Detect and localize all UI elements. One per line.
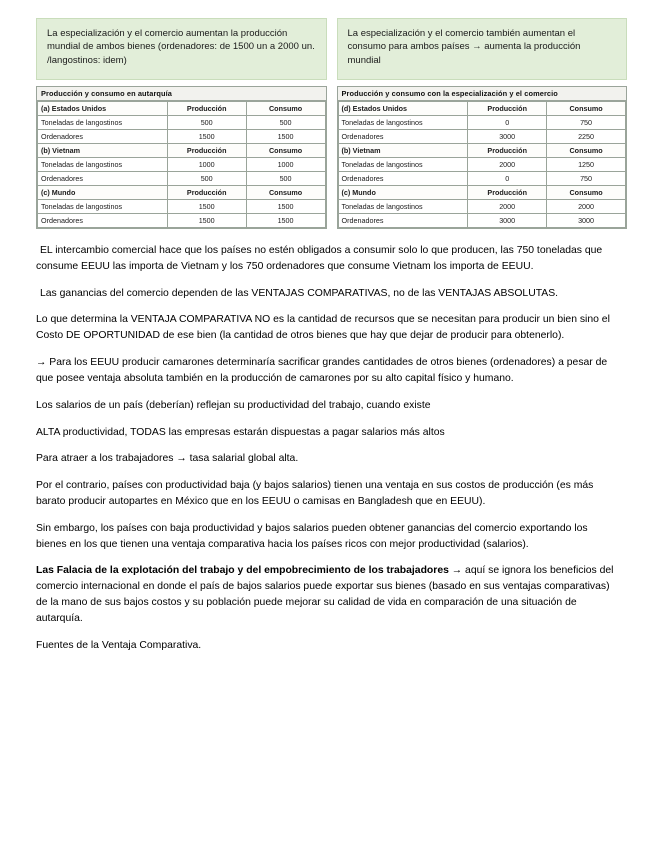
table-especializacion-grid — [338, 101, 627, 228]
row-label: Toneladas de langostinos — [338, 116, 468, 130]
table-row — [38, 102, 326, 116]
row-value: 2000 — [468, 200, 547, 214]
row-value: Consumo — [246, 186, 325, 200]
table-row — [338, 144, 626, 158]
row-label: (c) Mundo — [338, 186, 468, 200]
row-value: 2250 — [547, 130, 626, 144]
table-row — [38, 186, 326, 200]
row-value: Consumo — [547, 186, 626, 200]
row-value: 500 — [246, 116, 325, 130]
row-value: 500 — [167, 116, 246, 130]
row-value: 1250 — [547, 158, 626, 172]
table-autarquia-title: Producción y consumo en autarquía — [37, 87, 326, 101]
table-row — [38, 172, 326, 186]
row-label: Toneladas de langostinos — [38, 200, 168, 214]
table-row — [338, 200, 626, 214]
row-label: (d) Estados Unidos — [338, 102, 468, 116]
row-value: Consumo — [547, 102, 626, 116]
row-value: Consumo — [246, 102, 325, 116]
table-autarquia — [36, 86, 327, 229]
row-value: Consumo — [246, 144, 325, 158]
table-row — [338, 130, 626, 144]
table-row — [338, 186, 626, 200]
row-value: Producción — [468, 102, 547, 116]
row-label: Ordenadores — [38, 172, 168, 186]
paragraph-4: → Para los EEUU producir camarones determinaría sacrificar grandes cantidades de otros bienes (ordenadores) a pesar de que posee ventaja absoluta también en la producción de camarones por su alto capital físico y humano. — [36, 357, 608, 384]
callout-left-text: La especialización y el comercio aumentan la producción mundial de ambos bienes (ordenadores: de 1500 un a 2000 un. /langostinos: idem) — [36, 18, 327, 80]
document-body — [0, 229, 655, 653]
row-value: 2000 — [468, 158, 547, 172]
row-label: Ordenadores — [338, 172, 468, 186]
row-value: Consumo — [547, 144, 626, 158]
row-value: 0 — [468, 172, 547, 186]
panel-left — [36, 18, 327, 229]
row-label: Ordenadores — [38, 214, 168, 228]
table-row — [38, 200, 326, 214]
row-value: 750 — [547, 116, 626, 130]
table-row — [38, 214, 326, 228]
row-value: Producción — [468, 144, 547, 158]
paragraph-1: EL intercambio comercial hace que los países no estén obligados a consumir solo lo que producen, las 750 toneladas que consume EEUU las importa de Vietnam y los 750 ordenadores que consume Vietnam los importa de EEUU. — [36, 245, 603, 272]
table-row — [338, 172, 626, 186]
row-label: (a) Estados Unidos — [38, 102, 168, 116]
paragraph-10-rest: → aquí se ignora los beneficios del comercio internacional en donde el país de bajos salarios puede exportar sus bienes (basado en sus ventajas comparativas) de la mano de sus bajos costos y su población puede mejorar su calidad de vida en comparación de una situación de autarquía. — [36, 565, 614, 624]
row-value: 1500 — [246, 214, 325, 228]
table-row — [338, 158, 626, 172]
row-value: 1500 — [246, 200, 325, 214]
row-value: 1500 — [167, 214, 246, 228]
table-especializacion-title: Producción y consumo con la especialización y el comercio — [338, 87, 627, 101]
row-label: Ordenadores — [338, 130, 468, 144]
paragraph-6: ALTA productividad, TODAS las empresas estarán dispuestas a pagar salarios más altos — [36, 426, 445, 438]
row-label: Ordenadores — [38, 130, 168, 144]
table-especializacion — [337, 86, 628, 229]
row-label: Toneladas de langostinos — [38, 116, 168, 130]
callout-right-text: La especialización y el comercio también aumentan el consumo para ambos países → aumenta la producción mundial — [337, 18, 628, 80]
row-value: 2000 — [547, 200, 626, 214]
row-value: 500 — [246, 172, 325, 186]
row-value: 1500 — [167, 200, 246, 214]
row-label: Toneladas de langostinos — [338, 200, 468, 214]
paragraph-10-bold: Las Falacia de la explotación del trabajo y del empobrecimiento de los trabajadores — [36, 565, 449, 577]
row-label: Ordenadores — [338, 214, 468, 228]
row-label: (b) Vietnam — [38, 144, 168, 158]
row-value: 1500 — [167, 130, 246, 144]
row-value: 750 — [547, 172, 626, 186]
row-value: 1000 — [167, 158, 246, 172]
paragraph-9: Sin embargo, los países con baja productividad y bajos salarios pueden obtener ganancias del comercio exportando los bienes en los que tienen una ventaja comparativa hacia los países ricos con mejor productividad (salarios). — [36, 522, 588, 550]
row-value: 3000 — [468, 214, 547, 228]
table-row — [38, 144, 326, 158]
paragraph-10 — [36, 563, 621, 626]
table-row — [338, 214, 626, 228]
row-value: 500 — [167, 172, 246, 186]
row-label: Toneladas de langostinos — [38, 158, 168, 172]
row-label: (b) Vietnam — [338, 144, 468, 158]
row-label: (c) Mundo — [38, 186, 168, 200]
row-value: Producción — [167, 102, 246, 116]
table-row — [38, 130, 326, 144]
table-row — [38, 158, 326, 172]
table-autarquia-grid — [37, 101, 326, 228]
row-value: 3000 — [547, 214, 626, 228]
table-row — [338, 102, 626, 116]
row-value: 1500 — [246, 130, 325, 144]
row-label: Toneladas de langostinos — [338, 158, 468, 172]
paragraph-2: Las ganancias del comercio dependen de las VENTAJAS COMPARATIVAS, no de las VENTAJAS ABSOLUTAS. — [40, 287, 559, 299]
row-value: Producción — [167, 186, 246, 200]
row-value: Producción — [468, 186, 547, 200]
paragraph-11: Fuentes de la Ventaja Comparativa. — [36, 639, 202, 651]
row-value: 1000 — [246, 158, 325, 172]
row-value: 3000 — [468, 130, 547, 144]
panel-right — [337, 18, 628, 229]
top-panels — [0, 0, 655, 229]
row-value: Producción — [167, 144, 246, 158]
table-row — [338, 116, 626, 130]
paragraph-7: Para atraer a los trabajadores → tasa salarial global alta. — [36, 453, 299, 465]
table-row — [38, 116, 326, 130]
row-value: 0 — [468, 116, 547, 130]
paragraph-3: Lo que determina la VENTAJA COMPARATIVA NO es la cantidad de recursos que se necesitan para producir un bien sino el Costo DE OPORTUNIDAD de ese bien (la cantidad de otros bienes que hay que dejar de producir para obtenerlo). — [36, 314, 610, 342]
paragraph-8: Por el contrario, países con productividad baja (y bajos salarios) tienen una ventaja en sus costos de producción (es más barato producir autopartes en México que en los EEUU o camisas en Bangladesh que en EEUU). — [36, 480, 594, 507]
paragraph-5: Los salarios de un país (deberían) reflejan su productividad del trabajo, cuando existe — [36, 399, 431, 411]
